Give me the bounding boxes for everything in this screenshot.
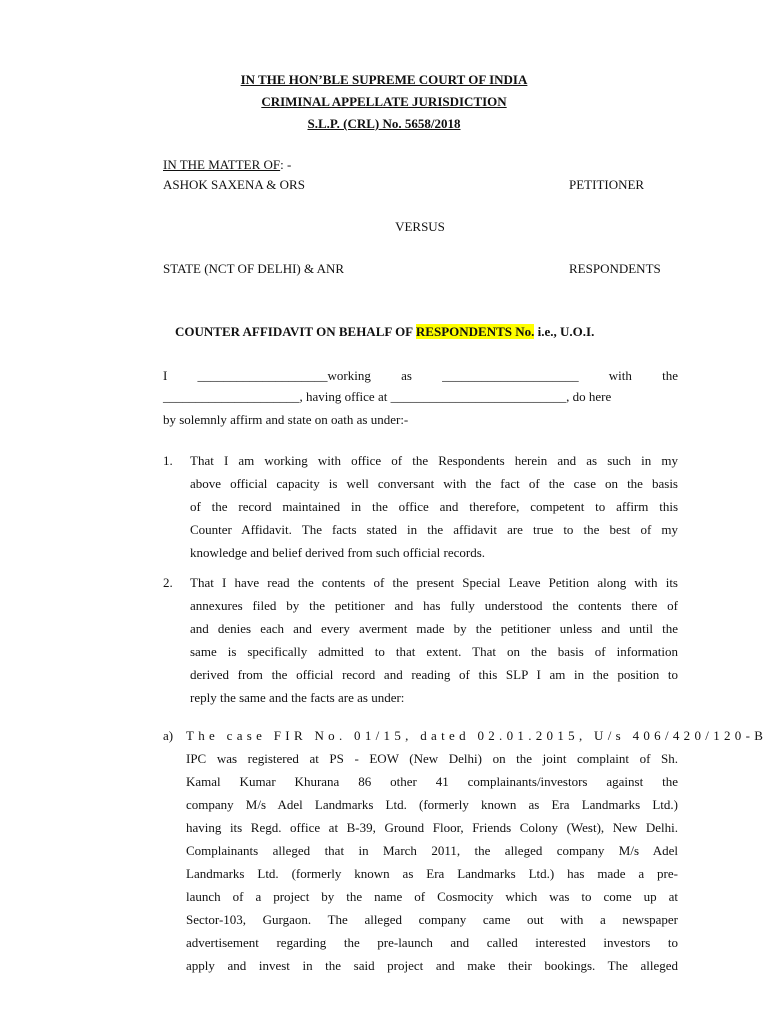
jurisdiction-title: CRIMINAL APPELLATE JURISDICTION [261, 94, 507, 109]
paragraph-line: Landmarks Ltd. (formerly known as Era Landmarks Ltd.) has made a pre- [186, 866, 678, 881]
paragraph-line: apply and invest in the said project and make their bookings. The alleged [186, 958, 678, 973]
intro-line-2: _____________________, having office at ___________________________, do here [163, 389, 612, 404]
paragraph-line: Kamal Kumar Khurana 86 other 41 complainants/investors against the [186, 774, 678, 789]
affidavit-title-prefix: COUNTER AFFIDAVIT ON BEHALF OF [175, 324, 416, 339]
intro-as: as [401, 368, 412, 383]
paragraph-line: annexures filed by the petitioner and has fully understood the contents there of [190, 598, 678, 613]
paragraph-line: That I am working with office of the Respondents herein and as such in my [190, 453, 678, 468]
paragraph-2-number: 2. [163, 575, 173, 590]
paragraph-line: having its Regd. office at B-39, Ground Floor, Friends Colony (West), New Delhi. [186, 820, 678, 835]
respondent-role: RESPONDENTS [569, 261, 661, 276]
paragraph-a-first-line: The case FIR No. 01/15, dated 02.01.2015, U/s 406/420/120-B [186, 728, 768, 743]
paragraph-line: same is specifically admitted to that extent. That on the basis of information [190, 644, 678, 659]
paragraph-line: derived from the official record and reading of this SLP I am in the position to [190, 667, 678, 682]
petitioner-role: PETITIONER [569, 177, 645, 192]
paragraph-a [186, 747, 678, 977]
paragraph-line: Sector-103, Gurgaon. The alleged company came out with a newspaper [186, 912, 678, 927]
intro-i: I [163, 368, 168, 383]
paragraph-line: IPC was registered at PS - EOW (New Delhi) on the joint complaint of Sh. [186, 751, 678, 766]
paragraph-line: and denies each and every averment made by the petitioner unless and until the [190, 621, 678, 636]
matter-heading [163, 157, 291, 173]
intro-line-3: by solemnly affirm and state on oath as under:- [163, 412, 409, 427]
intro-the: the [662, 368, 678, 383]
versus-label: VERSUS [395, 219, 445, 234]
paragraph-line: launch of a project by the name of Cosmocity which was to come up at [186, 889, 678, 904]
matter-label: IN THE MATTER OF [163, 157, 281, 172]
paragraph-line: Counter Affidavit. The facts stated in the affidavit are true to the best of my [190, 522, 678, 537]
paragraph-line: knowledge and belief derived from such official records. [190, 545, 486, 560]
paragraph-line: company M/s Adel Landmarks Ltd. (formerly known as Era Landmarks Ltd.) [186, 797, 678, 812]
intro-with: with [608, 368, 632, 383]
case-number: S.L.P. (CRL) No. 5658/2018 [307, 116, 461, 131]
respondent-name: STATE (NCT OF DELHI) & ANR [163, 261, 345, 276]
affidavit-title [175, 324, 594, 340]
intro-line-1 [163, 366, 678, 385]
intro-blank-name: ____________________working [197, 368, 371, 383]
petitioner-name: ASHOK SAXENA & ORS [163, 177, 305, 192]
affidavit-title-highlight: RESPONDENTS No. [415, 324, 535, 339]
affidavit-title-suffix: i.e., U.O.I. [534, 324, 595, 339]
matter-suffix: : - [280, 157, 292, 172]
paragraph-2 [190, 571, 678, 709]
court-title: IN THE HON’BLE SUPREME COURT OF INDIA [240, 72, 528, 87]
paragraph-line: That I have read the contents of the present Special Leave Petition along with its [190, 575, 678, 590]
paragraph-1-number: 1. [163, 453, 173, 468]
intro-blank-designation: _____________________ [442, 368, 579, 383]
paragraph-line: of the record maintained in the office and therefore, competent to affirm this [190, 499, 678, 514]
paragraph-line: advertisement regarding the pre-launch and called interested investors to [186, 935, 678, 950]
paragraph-line: above official capacity is well conversant with the fact of the case on the basis [190, 476, 678, 491]
paragraph-line: Complainants alleged that in March 2011, the alleged company M/s Adel [186, 843, 678, 858]
paragraph-1 [190, 449, 678, 564]
paragraph-a-number: a) [163, 728, 174, 743]
paragraph-line: reply the same and the facts are as under: [190, 690, 405, 705]
